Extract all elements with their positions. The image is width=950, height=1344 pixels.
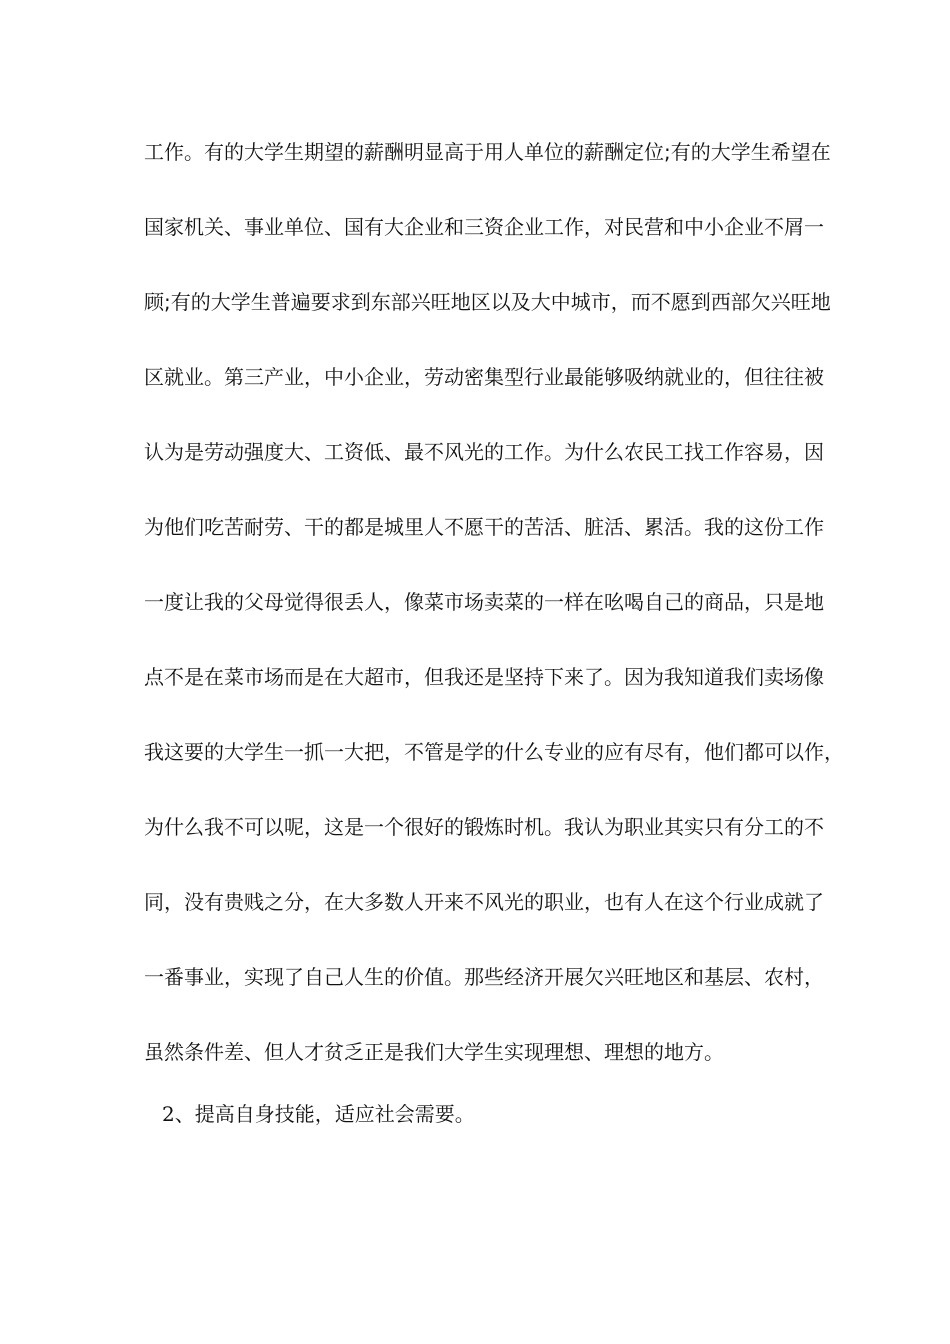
- paragraph-line: 点不是在菜市场而是在大超市，但我还是坚持下来了。因为我知道我们卖场像: [144, 665, 824, 689]
- paragraph-line: 国家机关、事业单位、国有大企业和三资企业工作，对民营和中小企业不屑一: [144, 215, 824, 239]
- paragraph-line: 为他们吃苦耐劳、干的都是城里人不愿干的苦活、脏活、累活。我的这份工作: [144, 515, 824, 539]
- list-item-number: 2: [162, 1102, 175, 1126]
- paragraph-line: 认为是劳动强度大、工资低、最不风光的工作。为什么农民工找工作容易，因: [144, 440, 824, 464]
- paragraph-line: 工作。有的大学生期望的薪酬明显高于用人单位的薪酬定位;有的大学生希望在: [144, 140, 831, 164]
- paragraph-line: 区就业。第三产业，中小企业，劳动密集型行业最能够吸纳就业的，但往往被: [144, 365, 824, 389]
- paragraph-line: 一番事业，实现了自己人生的价值。那些经济开展欠兴旺地区和基层、农村，: [144, 965, 824, 989]
- paragraph-line: 虽然条件差、但人才贫乏正是我们大学生实现理想、理想的地方。: [144, 1040, 724, 1064]
- paragraph-line: 我这要的大学生一抓一大把，不管是学的什么专业的应有尽有，他们都可以作，: [144, 740, 844, 764]
- paragraph-line: 为什么我不可以呢，这是一个很好的锻炼时机。我认为职业其实只有分工的不: [144, 815, 824, 839]
- list-item-text: 、提高自身技能，适应社会需要。: [174, 1102, 475, 1126]
- numbered-list-item: [162, 1092, 475, 1136]
- paragraph-line: 同，没有贵贱之分，在大多数人开来不风光的职业，也有人在这个行业成就了: [144, 890, 824, 914]
- body-paragraph: [144, 130, 844, 1105]
- paragraph-line: 一度让我的父母觉得很丢人，像菜市场卖菜的一样在吆喝自己的商品，只是地: [144, 590, 824, 614]
- paragraph-line: 顾;有的大学生普遍要求到东部兴旺地区以及大中城市，而不愿到西部欠兴旺地: [144, 290, 831, 314]
